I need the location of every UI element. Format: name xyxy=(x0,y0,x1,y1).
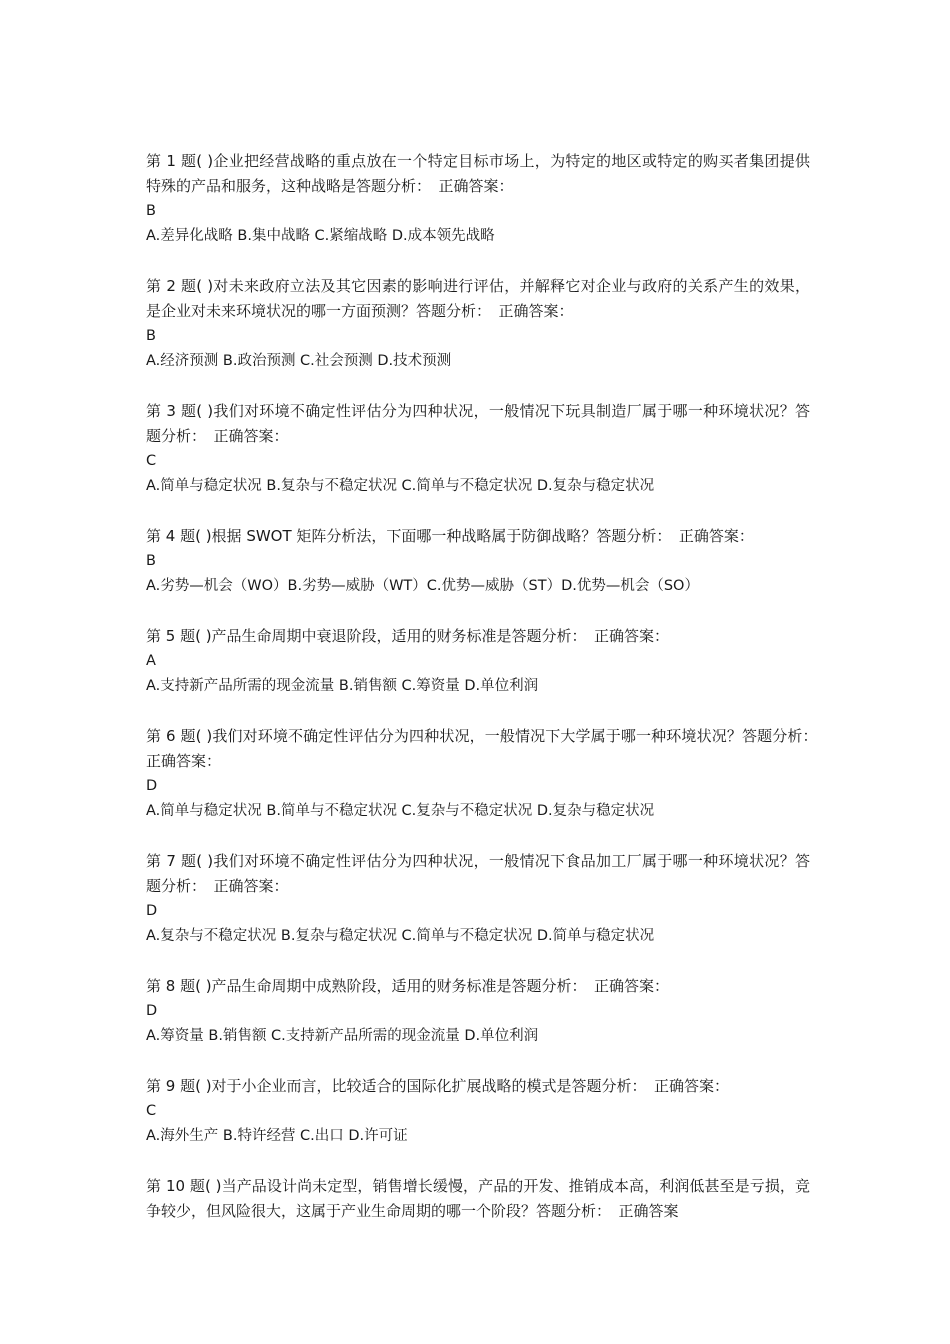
question-text: 第 9 题( )对于小企业而言，比较适合的国际化扩展战略的模式是答题分析： 正确答案： xyxy=(146,1077,730,1095)
question-list xyxy=(146,149,826,1249)
answer-options: A.海外生产 B.特许经营 C.出口 D.许可证 xyxy=(146,1128,408,1144)
correct-answer: C xyxy=(146,1103,157,1119)
correct-answer: B xyxy=(146,203,156,219)
question-text: 第 2 题( )对未来政府立法及其它因素的影响进行评估，并解释它对企业与政府的关系产生的效果，是企业对未来环境状况的哪一方面预测？答题分析： 正确答案： xyxy=(146,277,810,320)
correct-answer: D xyxy=(146,1003,158,1019)
correct-answer: D xyxy=(146,903,158,919)
question-item xyxy=(146,1074,810,1149)
question-text: 第 3 题( )我们对环境不确定性评估分为四种状况，一般情况下玩具制造厂属于哪一种环境状况？答题分析： 正确答案： xyxy=(146,402,810,445)
answer-options: A.复杂与不稳定状况 B.复杂与稳定状况 C.简单与不稳定状况 D.简单与稳定状况 xyxy=(146,928,655,944)
correct-answer: B xyxy=(146,553,156,569)
answer-options: A.差异化战略 B.集中战略 C.紧缩战略 D.成本领先战略 xyxy=(146,228,495,244)
answer-options: A.简单与稳定状况 B.简单与不稳定状况 C.复杂与不稳定状况 D.复杂与稳定状况 xyxy=(146,803,655,819)
correct-answer: A xyxy=(146,653,156,669)
answer-options: A.支持新产品所需的现金流量 B.销售额 C.筹资量 D.单位利润 xyxy=(146,678,539,694)
question-text: 第 6 题( )我们对环境不确定性评估分为四种状况，一般情况下大学属于哪一种环境状况？答题分析： 正确答案： xyxy=(146,727,826,770)
question-text: 第 4 题( )根据 SWOT 矩阵分析法，下面哪一种战略属于防御战略？答题分析： 正确答案： xyxy=(146,527,754,545)
question-text: 第 10 题( )当产品设计尚未定型，销售增长缓慢，产品的开发、推销成本高，利润低甚至是亏损，竞争较少，但风险很大，这属于产业生命周期的哪一个阶段？答题分析： 正确答案 xyxy=(146,1177,810,1220)
correct-answer: D xyxy=(146,778,158,794)
question-text: 第 1 题( )企业把经营战略的重点放在一个特定目标市场上，为特定的地区或特定的购买者集团提供特殊的产品和服务，这种战略是答题分析： 正确答案： xyxy=(146,152,810,195)
answer-options: A.劣势—机会（WO）B.劣势—威胁（WT）C.优势—威胁（ST）D.优势—机会（SO） xyxy=(146,578,699,594)
correct-answer: B xyxy=(146,328,156,344)
question-item xyxy=(146,399,810,499)
answer-options: A.经济预测 B.政治预测 C.社会预测 D.技术预测 xyxy=(146,353,452,369)
question-item xyxy=(146,974,810,1049)
question-item xyxy=(146,724,826,824)
question-item xyxy=(146,274,810,374)
question-text: 第 5 题( )产品生命周期中衰退阶段，适用的财务标准是答题分析： 正确答案： xyxy=(146,627,670,645)
question-text: 第 7 题( )我们对环境不确定性评估分为四种状况，一般情况下食品加工厂属于哪一种环境状况？答题分析： 正确答案： xyxy=(146,852,810,895)
question-item xyxy=(146,1174,810,1224)
question-item xyxy=(146,624,810,699)
answer-options: A.简单与稳定状况 B.复杂与不稳定状况 C.简单与不稳定状况 D.复杂与稳定状况 xyxy=(146,478,655,494)
question-text: 第 8 题( )产品生命周期中成熟阶段，适用的财务标准是答题分析： 正确答案： xyxy=(146,977,670,995)
question-item xyxy=(146,149,810,249)
answer-options: A.筹资量 B.销售额 C.支持新产品所需的现金流量 D.单位利润 xyxy=(146,1028,539,1044)
question-item xyxy=(146,849,810,949)
correct-answer: C xyxy=(146,453,157,469)
question-item xyxy=(146,524,810,599)
